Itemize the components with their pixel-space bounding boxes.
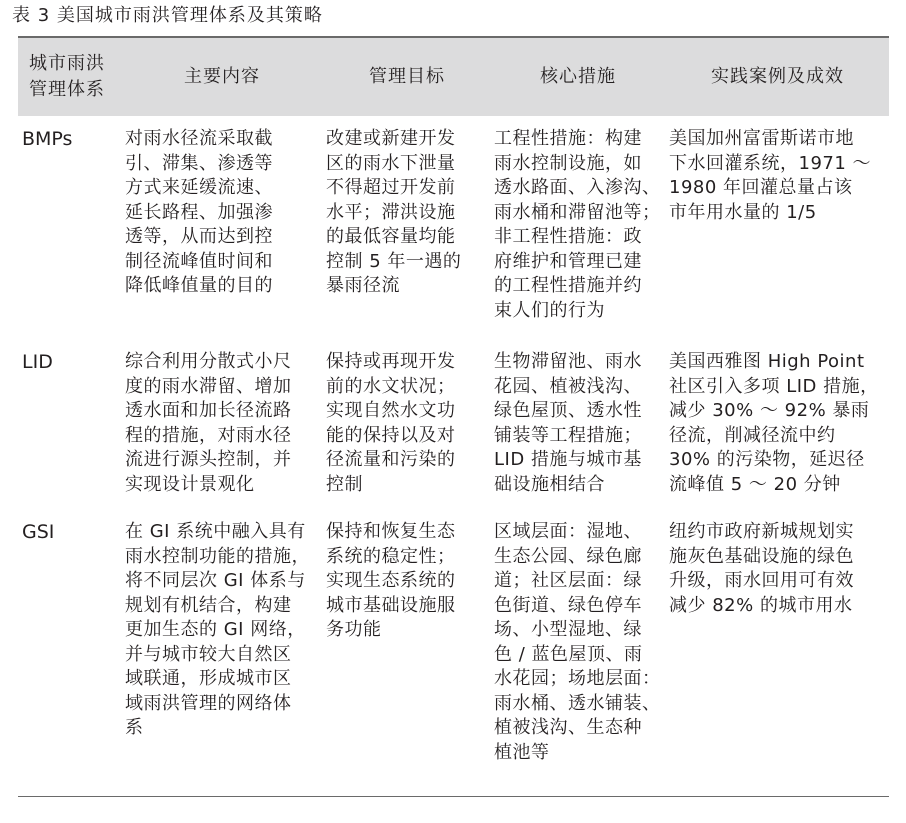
row-cases: 纽约市政府新城规划实 施灰色基础设施的绿色 升级，雨水回用可有效 减少 82% 的城市用水 (669, 521, 854, 616)
header-cases: 实践案例及成效 (711, 66, 844, 87)
row-content: 在 GI 系统中融入具有 雨水控制功能的措施， 将不同层次 GI 体系与 规划有机结合，构建 更加生态的 GI 网络， 并与城市较大自然区 域联通，形成城市区 域雨洪管理的网络体 系 (125, 521, 310, 738)
table-bottom-rule (18, 796, 889, 797)
row-content: 对雨水径流采取截 引、滞集、渗透等 方式来延缓流速、 延长路程、加强渗 透等，从而达到控 制径流峰值时间和 降低峰值量的目的 (125, 128, 273, 296)
row-cases: 美国加州富雷斯诺市地 下水回灌系统，1971 ～ 1980 年回灌总量占该 市年用水量的 1/5 (669, 128, 872, 223)
header-goal: 管理目标 (369, 66, 445, 87)
row-system-label: BMPs (22, 128, 73, 150)
header-measures: 核心措施 (540, 66, 616, 87)
table-row-bmps (18, 127, 889, 342)
header-system-line-1: 城市雨洪 (29, 53, 105, 74)
table-row-gsi (18, 520, 889, 790)
row-goal: 改建或新建开发 区的雨水下泄量 不得超过开发前 水平；滞洪设施 的最低容量均能 控制 5 年一遇的 暴雨径流 (326, 128, 462, 296)
table-caption: 表 3 美国城市雨洪管理体系及其策略 (12, 5, 323, 26)
row-cases: 美国西雅图 High Point 社区引入多项 LID 措施， 减少 30% ～ 92% 暴雨 径流，削减径流中约 30% 的污染物，延迟径 流峰值 5 ～ 20 分钟 (669, 351, 879, 495)
row-system-label: GSI (22, 521, 55, 543)
row-measures: 区域层面：湿地、 生态公园、绿色廊 道；社区层面：绿 色街道、绿色停车 场、小型湿地、绿 色 / 蓝色屋顶、雨 水花园；场地层面： 雨水桶、透水铺装、 植被浅沟、生态种 植池等 (494, 521, 661, 763)
header-system (18, 38, 116, 116)
row-goal: 保持和恢复生态 系统的稳定性； 实现生态系统的 城市基础设施服 务功能 (326, 521, 456, 640)
row-measures: 工程性措施：构建 雨水控制设施，如 透水路面、入渗沟、 雨水桶和滞留池等； 非工程性措施：政 府维护和管理已建 的工程性措施并约 束人们的行为 (494, 128, 661, 321)
row-measures: 生物滞留池、雨水 花园、植被浅沟、 绿色屋顶、透水性 铺装等工程措施； LID 措施与城市基 础设施相结合 (494, 351, 642, 495)
row-content: 综合利用分散式小尺 度的雨水滞留、增加 透水面和加长径流路 程的措施，对雨水径 流进行源头控制，并 实现设计景观化 (125, 351, 292, 495)
row-goal: 保持或再现开发 前的水文状况； 实现自然水文功 能的保持以及对 径流量和污染的 控制 (326, 351, 456, 495)
header-system-line-2: 管理体系 (29, 79, 105, 100)
table-row-lid (18, 350, 889, 510)
header-content: 主要内容 (184, 66, 260, 87)
row-system-label: LID (22, 351, 53, 373)
